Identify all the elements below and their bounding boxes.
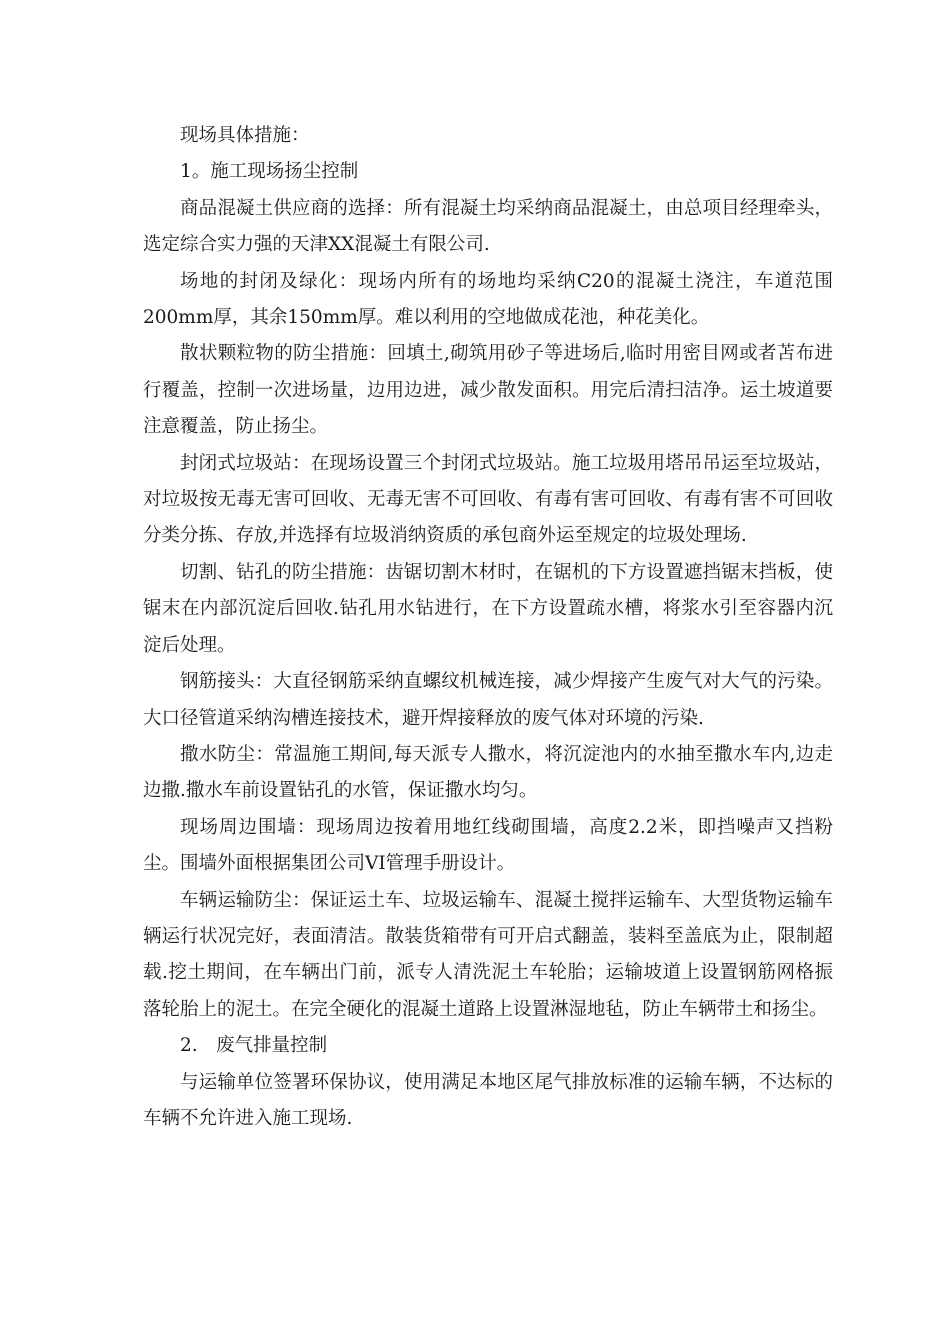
paragraph-vehicle-transport: 车辆运输防尘：保证运土车、垃圾运输车、混凝土搅拌运输车、大型货物运输车辆运行状况完好，表面清洁。散装货箱带有可开启式翻盖，装料至盖底为止，限制超载.挖土期间，在车辆出门前，派专人清洗泥土车轮胎；运输坡道上设置钢筋网格振落轮胎上的泥土。在完全硬化的混凝土道路上设置淋湿地毡，防止车辆带土和扬尘。 — [143, 889, 833, 1020]
paragraph-garbage-station: 封闭式垃圾站：在现场设置三个封闭式垃圾站。施工垃圾用塔吊吊运至垃圾站，对垃圾按无毒无害可回收、无毒无害不可回收、有毒有害可回收、有毒有害不可回收分类分拣、存放,并选择有垃圾消纳资质的承包商外运至规定的垃圾处理场. — [143, 452, 833, 547]
paragraph-rebar-joints: 钢筋接头：大直径钢筋采纳直螺纹机械连接，减少焊接产生废气对大气的污染。大口径管道采纳沟槽连接技术，避开焊接释放的废气体对环境的污染. — [143, 671, 833, 729]
paragraph-cutting-drilling: 切割、钻孔的防尘措施：齿锯切割木材时，在锯机的下方设置遮挡锯末挡板，使锯末在内部沉淀后回收.钻孔用水钻进行，在下方设置疏水槽，将浆水引至容器内沉淀后处理。 — [143, 561, 833, 656]
paragraph-water-spraying: 撒水防尘：常温施工期间,每天派专人撒水，将沉淀池内的水抽至撒水车内,边走边撒.撒水车前设置钻孔的水管，保证撒水均匀。 — [143, 743, 833, 802]
paragraph-particulate-measures: 散状颗粒物的防尘措施：回填土,砌筑用砂子等进场后,临时用密目网或者苫布进行覆盖，控制一次进场量，边用边进，减少散发面积。用完后清扫洁净。运土坡道要注意覆盖，防止扬尘。 — [143, 343, 833, 438]
section-heading-dust-control: 1。施工现场扬尘控制 — [180, 161, 359, 183]
paragraph-concrete-supplier: 商品混凝土供应商的选择：所有混凝土均采纳商品混凝土，由总项目经理牵头，选定综合实力强的天津XX混凝土有限公司. — [143, 197, 833, 256]
paragraph-perimeter-wall: 现场周边围墙：现场周边按着用地红线砌围墙，高度2.2米，即挡噪声又挡粉尘。围墙外面根据集团公司VI管理手册设计。 — [143, 816, 833, 875]
document-body — [143, 118, 833, 1137]
section-intro: 现场具体措施： — [180, 125, 310, 146]
paragraph-transport-agreement: 与运输单位签署环保协议，使用满足本地区尾气排放标准的运输车辆，不达标的车辆不允许进入施工现场. — [143, 1071, 833, 1129]
section-heading-exhaust-control: 2. 废气排量控制 — [180, 1035, 328, 1057]
paragraph-site-enclosure: 场地的封闭及绿化：现场内所有的场地均采纳C20的混凝土浇注，车道范围200mm厚，其余150mm厚。难以利用的空地做成花池，种花美化。 — [143, 270, 833, 329]
